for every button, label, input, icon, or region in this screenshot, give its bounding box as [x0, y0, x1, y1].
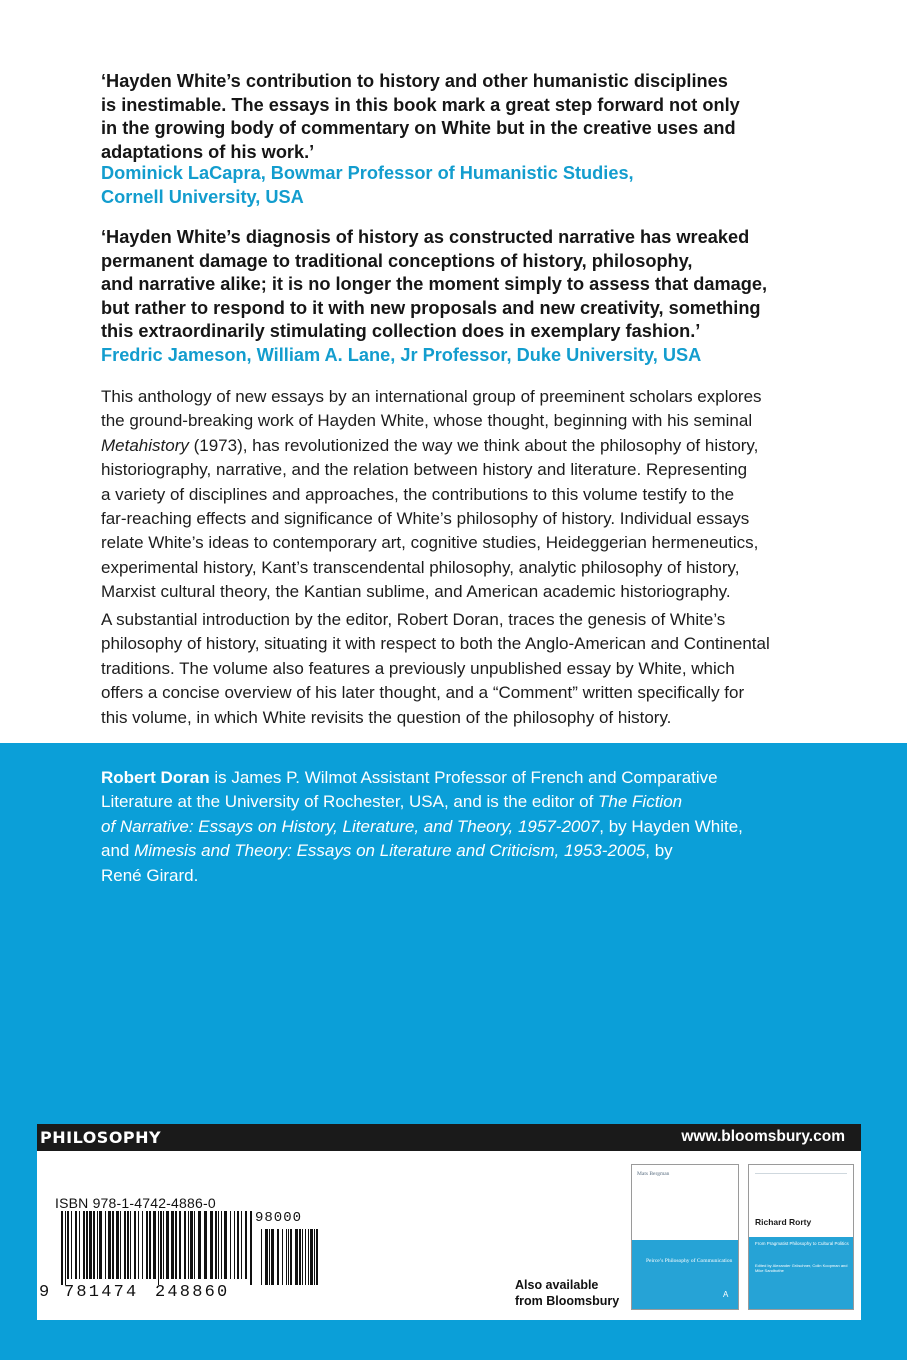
barcode-bar [166, 1211, 169, 1279]
bio-line [101, 790, 801, 814]
paragraph-line: traditions. The volume also features a previously unpublished essay by White, which [101, 658, 735, 678]
barcode-bar [108, 1211, 111, 1279]
barcode-bar [221, 1211, 222, 1279]
barcode-addon-bar [295, 1229, 298, 1285]
quote-line: this extraordinarily stimulating collection does in exemplary fashion.’ [101, 321, 701, 341]
barcode-bar [89, 1211, 92, 1279]
paragraph-line: relate White’s ideas to contemporary art, cognitive studies, Heideggerian hermeneutics, [101, 533, 759, 553]
divider [755, 1173, 847, 1174]
book-subtitle: From Pragmatist Philosophy to Cultural Politics [755, 1241, 849, 1246]
barcode-bar [179, 1211, 181, 1279]
barcode-addon-bar [305, 1229, 306, 1285]
paragraph-line: a variety of disciplines and approaches, the contributions to this volume testify to the [101, 484, 735, 504]
barcode-bar [105, 1211, 106, 1279]
quote-line: ‘Hayden White’s contribution to history and other humanistic disciplines [101, 71, 728, 91]
barcode-addon-digits: 98000 [255, 1210, 303, 1226]
quote-line: ‘Hayden White’s diagnosis of history as constructed narrative has wreaked [101, 227, 750, 247]
quote-jameson [101, 226, 821, 344]
barcode-bar [184, 1211, 186, 1279]
barcode-addon-bar [269, 1229, 270, 1285]
barcode-bar [245, 1211, 247, 1279]
quote-line: permanent damage to traditional conceptions of history, philosophy, [101, 250, 693, 271]
barcode-bar [190, 1211, 193, 1279]
category-bar [37, 1124, 861, 1151]
paragraph-line: the ground-breaking work of Hayden White, whose thought, beginning with his seminal [101, 411, 753, 431]
paragraph-line: This anthology of new essays by an international group of preeminent scholars explores [101, 387, 762, 406]
barcode-bar [204, 1211, 207, 1279]
paragraph-line: historiography, narrative, and the relation between history and literature. Representing [101, 460, 748, 480]
description-paragraph-2 [101, 608, 803, 730]
bio-line [101, 766, 801, 790]
barcode-addon-bar [261, 1229, 262, 1285]
bio-text: Literature at the University of Rochester, USA, and is the editor of [101, 792, 599, 812]
editor-name: Robert Doran [101, 768, 210, 787]
barcode-bar [116, 1211, 119, 1279]
book-editors: Edited by Alexander Gröschner, Colin Koopman and Mike Sandbothe [755, 1263, 848, 1273]
paragraph-line [101, 434, 803, 458]
barcode-addon-bar [288, 1229, 289, 1285]
quote-line: is inestimable. The essays in this book mark a great step forward not only [101, 94, 740, 115]
quote-line: adaptations of his work.’ [101, 141, 315, 162]
paragraph-text: (1973), has revolutionized the way we think about the philosophy of history, [188, 435, 759, 455]
barcode-bar [86, 1211, 88, 1279]
barcode-addon-bar [310, 1229, 313, 1285]
barcode-bar [120, 1211, 121, 1279]
barcode-addon-bar [299, 1229, 301, 1285]
attribution-lacapra [101, 162, 821, 209]
isbn-label: ISBN 978-1-4742-4886-0 [55, 1195, 216, 1211]
barcode-bar [71, 1211, 72, 1279]
barcode-bar [93, 1211, 95, 1279]
barcode-digits-group-2: 248860 [155, 1283, 230, 1302]
quote-line: in the growing body of commentary on White but in the creative uses and [101, 118, 736, 138]
barcode-bar [83, 1211, 85, 1279]
barcode-bar [138, 1211, 139, 1279]
barcode-bar [146, 1211, 148, 1279]
barcode-bar [215, 1211, 217, 1279]
barcode-bar [218, 1211, 219, 1279]
bio-italic: of Narrative: Essays on History, Literature, and Theory, 1957-2007 [101, 816, 600, 836]
barcode-bar [171, 1211, 174, 1279]
footer-panel [37, 1151, 861, 1320]
bio-line [101, 815, 801, 839]
barcode-bar [75, 1211, 77, 1279]
barcode-bar [250, 1211, 252, 1285]
barcode-bar [230, 1211, 231, 1279]
barcode-addon-bar [265, 1229, 268, 1285]
paragraph-line: philosophy of history, situating it with respect to both the Anglo-American and Continental [101, 634, 770, 654]
paragraph-line: A substantial introduction by the editor, Robert Doran, traces the genesis of White’s [101, 610, 726, 629]
barcode-addon-bar [290, 1229, 292, 1285]
bio-text: , by [645, 841, 673, 861]
barcode-bar [160, 1211, 162, 1279]
bio-text: and [101, 841, 135, 861]
barcode-bar [130, 1211, 131, 1279]
barcode-bar [153, 1211, 156, 1279]
barcode-bar [194, 1211, 195, 1279]
barcode-bar [175, 1211, 177, 1279]
barcode-bar [97, 1211, 98, 1279]
barcode-bar [134, 1211, 136, 1279]
barcode-bar [99, 1211, 102, 1279]
paragraph-line: offers a concise overview of his later thought, and a “Comment” written specifically for [101, 683, 745, 703]
barcode-addon-bar [308, 1229, 309, 1285]
barcode-digits-group-1: 781474 [64, 1283, 139, 1302]
barcode-first-digit: 9 [39, 1283, 50, 1302]
paragraph-line: experimental history, Kant’s transcendental philosophy, analytic philosophy of history, [101, 557, 740, 577]
bio-italic: Mimesis and Theory: Essays on Literature and Criticism, 1953-2005 [134, 841, 646, 861]
related-book-rorty-cover [748, 1164, 854, 1310]
attribution-jameson [101, 344, 821, 368]
bio-line: René Girard. [101, 865, 199, 885]
barcode-addon-bar [316, 1229, 318, 1285]
attribution-line: Fredric Jameson, William A. Lane, Jr Professor, Duke University, USA [101, 345, 702, 365]
barcode-bar [112, 1211, 114, 1279]
editor-bio [101, 766, 801, 888]
attribution-line: Cornell University, USA [101, 186, 304, 207]
bio-text: is James P. Wilmot Assistant Professor of French and Comparative [209, 768, 718, 787]
barcode-bar [142, 1211, 143, 1279]
barcode-bar [61, 1211, 63, 1285]
book-title-italic: Metahistory [101, 435, 189, 455]
bio-text: , by Hayden White, [599, 816, 743, 836]
barcode-bar [79, 1211, 80, 1279]
barcode-bar [124, 1211, 126, 1279]
barcode-bar [188, 1211, 189, 1279]
bio-italic: The Fiction [598, 792, 683, 812]
barcode-bar [67, 1211, 69, 1279]
quote-line: but rather to respond to it with new proposals and new creativity, something [101, 297, 761, 318]
book-title: Peirce’s Philosophy of Communication [646, 1258, 733, 1264]
also-available-line: Also available [515, 1278, 599, 1292]
attribution-line: Dominick LaCapra, Bowmar Professor of Humanistic Studies, [101, 163, 634, 183]
book-title: Richard Rorty [755, 1217, 812, 1227]
barcode-bar [163, 1211, 164, 1279]
barcode-bar [224, 1211, 227, 1279]
barcode-bar [149, 1211, 151, 1279]
barcode-bar [127, 1211, 129, 1279]
barcode-addon-bar [277, 1229, 279, 1285]
barcode-addon-bar [282, 1229, 283, 1285]
barcode-bar [198, 1211, 201, 1279]
barcode-bar [241, 1211, 242, 1279]
bio-line [101, 839, 801, 863]
related-book-peirce-cover [631, 1164, 739, 1310]
barcode-addon-bar [271, 1229, 274, 1285]
paragraph-line: this volume, in which White revisits the question of the philosophy of history. [101, 707, 672, 727]
barcode-addon-bar [286, 1229, 287, 1285]
barcode-addon-bar [302, 1229, 303, 1285]
also-available-line: from Bloomsbury [515, 1294, 620, 1308]
barcode-bar [158, 1211, 159, 1285]
quote-line: and narrative alike; it is no longer the moment simply to assess that damage, [101, 274, 768, 294]
barcode-bar [237, 1211, 239, 1279]
paragraph-line: far-reaching effects and significance of White’s philosophy of history. Individual essays [101, 509, 750, 529]
barcode-addon-bar [314, 1229, 315, 1285]
barcode-bar [65, 1211, 66, 1285]
quote-lacapra [101, 70, 821, 164]
category-label: PHILOSOPHY [40, 1128, 162, 1147]
barcode-bar [234, 1211, 235, 1279]
book-author: Mats Bergman [637, 1171, 670, 1177]
publisher-website: www.bloomsbury.com [681, 1128, 845, 1145]
paragraph-line: Marxist cultural theory, the Kantian sublime, and American academic historiography. [101, 582, 731, 602]
description-paragraph-1 [101, 385, 803, 605]
barcode-bar [210, 1211, 213, 1279]
also-available-label [515, 1277, 625, 1309]
publisher-mark-icon: A [723, 1290, 729, 1299]
